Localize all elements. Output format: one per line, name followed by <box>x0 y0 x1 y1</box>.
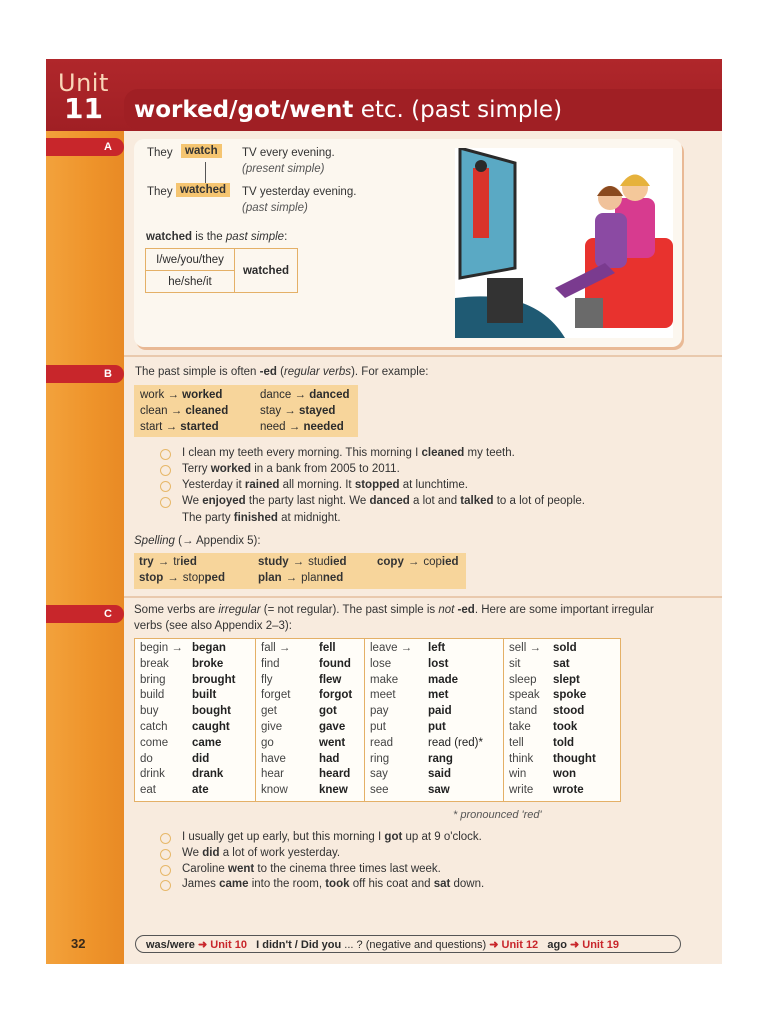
verb-past: spoke <box>553 689 587 702</box>
verb-base: pay <box>370 705 389 718</box>
verb-base: come <box>140 736 169 749</box>
spelling-stem: tr <box>173 556 181 568</box>
irregular-column <box>365 639 504 802</box>
verb-base: clean <box>140 405 168 417</box>
verb-past: ate <box>192 784 209 797</box>
b-intro: The past simple is often -ed (regular verbs). For example: <box>135 366 429 378</box>
verb-base: speak <box>509 689 540 702</box>
irregular-verb-pair <box>509 767 615 783</box>
verb-base: stay <box>260 405 282 417</box>
irregular-verb-pair <box>140 657 250 673</box>
spelling-base: study <box>258 556 289 568</box>
verb-past: needed <box>303 421 344 433</box>
verb-past: went <box>319 736 346 749</box>
section-c-divider <box>124 596 722 598</box>
verb-base: drink <box>140 768 165 781</box>
verb-past: took <box>553 720 578 733</box>
irregular-verb-pair <box>261 657 359 673</box>
verb-past: started <box>180 421 219 433</box>
verb-past: came <box>192 736 222 749</box>
past-simple-table <box>145 248 298 293</box>
irregular-verb-pair <box>140 720 250 736</box>
verb-past: saw <box>428 784 450 797</box>
example-sentence <box>182 863 441 875</box>
example-bullet <box>160 497 171 508</box>
ref-unit12-link[interactable]: ➜ Unit 12 <box>489 939 539 951</box>
title-bold: worked/got/went <box>134 97 354 123</box>
sentence-part: did <box>202 847 220 859</box>
spelling-base: copy <box>377 556 404 568</box>
spelling-ending: ied <box>180 556 197 568</box>
verb-base: give <box>261 720 283 733</box>
irregular-verb-pair <box>261 641 359 657</box>
verb-past: brought <box>192 673 236 686</box>
sentence-part: James <box>182 878 220 890</box>
verb-past: stayed <box>298 405 336 417</box>
verb-past: met <box>428 689 449 702</box>
verb-base: say <box>370 768 388 781</box>
spelling-example <box>258 556 347 568</box>
irregular-verb-pair <box>261 688 359 704</box>
section-tab-a: A <box>46 138 124 156</box>
regular-verb-pair: need → needed <box>260 421 344 433</box>
tv-illustration <box>455 148 673 338</box>
verb-base: know <box>261 784 288 797</box>
spelling-ending: ped <box>204 572 225 584</box>
verb-base: have <box>261 752 286 765</box>
verb-past: paid <box>428 705 452 718</box>
irregular-verb-pair <box>370 783 498 799</box>
footnote: * pronounced 'red' <box>453 809 542 821</box>
verb-past: cleaned <box>185 405 229 417</box>
verb-base: forget <box>261 689 291 702</box>
irregular-verb-pair <box>140 673 250 689</box>
sentence-part: stopped <box>354 479 400 491</box>
verb-past: lost <box>428 657 449 670</box>
example-bullet <box>160 849 171 860</box>
verb-base: see <box>370 784 389 797</box>
a-line2-note: (past simple) <box>242 202 308 214</box>
spelling-arrow: → <box>157 556 170 568</box>
example-bullet <box>160 880 171 891</box>
spelling-arrow: → <box>167 572 179 584</box>
irregular-verb-pair <box>261 736 359 752</box>
irregular-verb-pair <box>261 783 359 799</box>
verb-base: write <box>509 784 534 797</box>
spelling-stem: stud <box>308 556 330 568</box>
irregular-verb-pair <box>140 688 250 704</box>
spelling-arrow: → <box>292 556 305 568</box>
sentence-part: down. <box>450 878 485 890</box>
sentence-part: I usually get up early, but this morning I <box>182 831 385 843</box>
verb-past: did <box>192 752 210 765</box>
verb-past: left <box>428 642 446 654</box>
verb-past: wrote <box>553 784 584 797</box>
sentence-part: off his coat and <box>349 878 434 890</box>
verb-base: need <box>260 421 286 433</box>
a-line2-verb: watched <box>176 183 230 197</box>
irregular-verbs-table <box>134 638 621 802</box>
pst-row-plural: I/we/you/they <box>146 249 235 271</box>
example-sentence <box>182 831 482 843</box>
verb-base: read <box>370 736 394 749</box>
verb-past: gave <box>319 720 346 733</box>
c-intro-line1: Some verbs are irregular (= not regular). The past simple is not -ed. Here are some important irregular <box>134 604 654 616</box>
example-bullet <box>160 833 171 844</box>
irregular-verb-pair <box>509 673 615 689</box>
verb-past: built <box>192 689 217 702</box>
irregular-verb-pair <box>370 673 498 689</box>
spelling-ending: ied <box>329 556 347 568</box>
sentence-part: enjoyed <box>202 495 246 507</box>
irregular-verb-pair <box>140 641 250 657</box>
sentence-part: a lot and <box>409 495 461 507</box>
example-sentence <box>182 847 340 859</box>
verb-past: put <box>428 720 446 733</box>
verb-base: dance <box>260 389 292 401</box>
regular-verbs-right <box>260 387 350 435</box>
b-example4-line2: The party finished at midnight. <box>182 512 341 524</box>
sentence-part: Yesterday it <box>182 479 245 491</box>
left-sidebar <box>46 59 124 964</box>
example-bullet <box>160 481 171 492</box>
irregular-verb-pair <box>370 767 498 783</box>
sentence-part: up at 9 o'clock. <box>402 831 482 843</box>
example-sentence <box>182 479 468 491</box>
verb-base: lose <box>370 657 392 670</box>
spelling-base: stop <box>139 572 164 584</box>
irregular-verb-pair <box>370 688 498 704</box>
spelling-example <box>258 572 343 584</box>
verb-past: sold <box>553 642 577 654</box>
regular-verbs-left <box>140 387 228 435</box>
section-tab-c: C <box>46 605 124 623</box>
sentence-part: danced <box>369 495 410 507</box>
irregular-verb-pair <box>140 783 250 799</box>
page-number: 32 <box>71 936 86 951</box>
sentence-part: rained <box>244 479 280 491</box>
sentence-part: all morning. It <box>279 479 355 491</box>
irregular-verb-pair <box>140 752 250 768</box>
a-line1-verb: watch <box>181 144 222 158</box>
sentence-part: worked <box>210 463 252 475</box>
irregular-verb-pair <box>509 657 615 673</box>
sentence-part: went <box>228 863 255 875</box>
verb-base: go <box>261 736 274 749</box>
unit-label: Unit <box>58 69 109 97</box>
ref-unit10-link[interactable]: ➜ Unit 10 <box>197 939 247 951</box>
pst-value: watched <box>235 249 298 293</box>
spelling-ending: ied <box>441 556 459 568</box>
verb-base: put <box>370 720 386 733</box>
sentence-part: Caroline <box>182 863 229 875</box>
sentence-part: We <box>182 495 203 507</box>
verb-base: fly <box>261 673 273 686</box>
spelling-base: try <box>139 556 154 568</box>
example-sentence <box>182 495 585 507</box>
verb-past: thought <box>553 752 596 765</box>
sentence-part: took <box>325 878 350 890</box>
irregular-verb-pair <box>261 752 359 768</box>
sentence-part: to a lot of people. <box>493 495 585 507</box>
a-line1-rest: TV every evening. <box>242 147 335 159</box>
sentence-part: I clean my teeth every morning. This morning I <box>182 447 422 459</box>
sentence-part: We <box>182 847 203 859</box>
verb-past: forgot <box>319 689 353 702</box>
spelling-base: plan <box>258 572 282 584</box>
verb-base: ring <box>370 752 390 765</box>
verb-past: bought <box>192 705 231 718</box>
verb-past: fell <box>319 642 336 654</box>
irregular-verb-pair <box>509 736 615 752</box>
verb-past: flew <box>319 673 342 686</box>
spelling-example <box>139 556 197 568</box>
verb-base: stand <box>509 705 538 718</box>
ref-negative-questions: I didn't / Did you <box>256 939 342 951</box>
verb-past: stood <box>553 705 585 718</box>
sentence-part: came <box>219 878 249 890</box>
irregular-verb-pair <box>509 783 615 799</box>
irregular-verb-pair <box>370 752 498 768</box>
sentence-part: talked <box>460 495 494 507</box>
sentence-part: into the room, <box>248 878 326 890</box>
verb-base: work <box>140 389 165 401</box>
spelling-ending: ned <box>322 572 344 584</box>
verb-past: read (red)* <box>428 736 483 749</box>
irregular-verb-pair <box>140 704 250 720</box>
example-bullet <box>160 865 171 876</box>
irregular-verb-pair <box>370 704 498 720</box>
verb-base: sit <box>509 657 521 670</box>
example-sentence <box>182 878 484 890</box>
section-b-divider <box>124 355 722 357</box>
cross-reference-bar: was/were ➜ Unit 10 I didn't / Did you ... ? (negative and questions) ➜ Unit 12 ago ➜ Unit 19 <box>135 935 681 953</box>
verb-past: slept <box>553 673 580 686</box>
verb-past: made <box>428 673 459 686</box>
verb-base: break <box>140 657 169 670</box>
irregular-verb-pair <box>370 720 498 736</box>
verb-base: meet <box>370 689 396 702</box>
verb-past: said <box>428 768 452 781</box>
verb-base: fall → <box>261 642 291 654</box>
regular-verb-pair: clean → cleaned <box>140 405 229 417</box>
irregular-verb-pair <box>370 641 498 657</box>
verb-base: sell → <box>509 642 541 654</box>
ref-unit19-link[interactable]: ➜ Unit 19 <box>569 939 619 951</box>
spelling-label: Spelling (→ Appendix 5): <box>134 535 261 547</box>
example-bullet <box>160 465 171 476</box>
verb-past: got <box>319 705 337 718</box>
a-line2-rest: TV yesterday evening. <box>242 186 357 198</box>
spelling-stem: cop <box>423 556 442 568</box>
sentence-part: a lot of work yesterday. <box>219 847 341 859</box>
verb-base: buy <box>140 705 159 718</box>
sentence-part: to the cinema three times last week. <box>254 863 441 875</box>
sentence-part: sat <box>433 878 451 890</box>
verb-base: bring <box>140 673 166 686</box>
a-line2-subject: They <box>147 186 173 198</box>
example-bullet <box>160 449 171 460</box>
spelling-example <box>377 556 459 568</box>
regular-verb-pair: start → started <box>140 421 219 433</box>
verb-base: make <box>370 673 399 686</box>
a-caption: watched is the past simple: <box>146 231 288 243</box>
verb-past: caught <box>192 720 230 733</box>
irregular-verb-pair <box>261 673 359 689</box>
sentence-part: cleaned <box>421 447 465 459</box>
section-tab-b: B <box>46 365 124 383</box>
example-sentence <box>182 463 400 475</box>
a-line1-subject: They <box>147 147 173 159</box>
ref-ago: ago <box>547 939 567 951</box>
irregular-verb-pair <box>261 720 359 736</box>
irregular-verb-pair <box>370 736 498 752</box>
irregular-verb-pair <box>261 704 359 720</box>
irregular-column <box>256 639 365 802</box>
verb-base: build <box>140 689 165 702</box>
verb-base: find <box>261 657 280 670</box>
sentence-part: my teeth. <box>464 447 515 459</box>
verb-base: start <box>140 421 163 433</box>
verb-base: hear <box>261 768 285 781</box>
verb-base: sleep <box>509 673 537 686</box>
example-sentence <box>182 447 515 459</box>
spelling-example <box>139 572 225 584</box>
sentence-part: the party last night. We <box>245 495 370 507</box>
verb-past: had <box>319 752 340 765</box>
sentence-part: in a bank from 2005 to 2011. <box>251 463 400 475</box>
page-title <box>134 97 562 123</box>
sentence-part: got <box>384 831 403 843</box>
irregular-verb-pair <box>509 704 615 720</box>
verb-base: take <box>509 720 531 733</box>
verb-past: sat <box>553 657 570 670</box>
irregular-verb-pair <box>509 752 615 768</box>
verb-base: eat <box>140 784 156 797</box>
spelling-arrow: → <box>285 572 298 584</box>
verb-base: tell <box>509 736 524 749</box>
verb-past: found <box>319 657 351 670</box>
sentence-part: Terry <box>182 463 211 475</box>
irregular-verb-pair <box>509 688 615 704</box>
c-intro-line2: verbs (see also Appendix 2–3): <box>134 620 292 632</box>
ref-was-were: was/were <box>146 939 195 951</box>
regular-verb-pair: stay → stayed <box>260 405 336 417</box>
verb-past: heard <box>319 768 351 781</box>
verb-base: think <box>509 752 534 765</box>
irregular-verb-pair <box>370 657 498 673</box>
unit-number: 11 <box>64 92 103 125</box>
verb-base: win <box>509 768 527 781</box>
verb-past: began <box>192 642 226 654</box>
verb-past: told <box>553 736 575 749</box>
verb-past: drank <box>192 768 224 781</box>
verb-base: do <box>140 752 153 765</box>
spelling-stem: stop <box>182 572 205 584</box>
verb-past: danced <box>309 389 350 401</box>
pst-row-singular: he/she/it <box>146 271 235 293</box>
verb-base: get <box>261 705 277 718</box>
a-line1-note: (present simple) <box>242 163 325 175</box>
irregular-verb-pair <box>140 736 250 752</box>
irregular-verb-pair <box>509 641 615 657</box>
spelling-stem: plan <box>301 572 323 584</box>
verb-base: catch <box>140 720 168 733</box>
irregular-verb-pair <box>261 767 359 783</box>
verb-past: rang <box>428 752 453 765</box>
irregular-column <box>135 639 256 802</box>
regular-verb-pair: dance → danced <box>260 389 350 401</box>
verb-base: leave → <box>370 642 413 654</box>
irregular-verb-pair <box>509 720 615 736</box>
verb-past: worked <box>182 389 223 401</box>
verb-past: broke <box>192 657 224 670</box>
regular-verb-pair: work → worked <box>140 389 223 401</box>
irregular-verb-pair <box>140 767 250 783</box>
sentence-part: at lunchtime. <box>399 479 468 491</box>
spelling-arrow: → <box>407 556 420 568</box>
verb-past: knew <box>319 784 348 797</box>
verb-past: won <box>553 768 576 781</box>
irregular-column <box>504 639 621 802</box>
title-rest: etc. (past simple) <box>353 97 563 123</box>
verb-base: begin → <box>140 642 183 654</box>
